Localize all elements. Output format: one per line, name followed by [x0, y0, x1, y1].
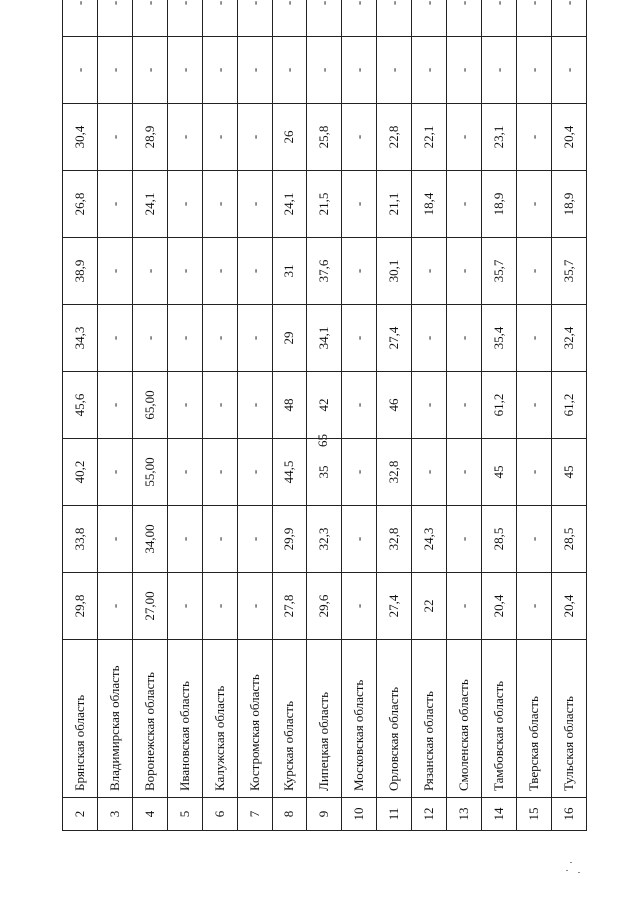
rotated-table-frame — [62, 0, 587, 831]
value-cell: - — [167, 171, 202, 238]
value-cell: - — [167, 104, 202, 171]
value-cell: - — [97, 104, 132, 171]
value-cell: - — [307, 0, 342, 37]
value-cell: - — [167, 506, 202, 573]
value-cell: 61,2 — [482, 372, 517, 439]
value-cell: 28,5 — [551, 506, 586, 573]
value-cell: 29 — [272, 305, 307, 372]
table-row — [307, 0, 342, 831]
value-cell: - — [63, 37, 98, 104]
value-cell: 32,4 — [551, 305, 586, 372]
value-cell: 48 — [272, 372, 307, 439]
row-number-cell: 6 — [202, 798, 237, 831]
value-cell: - — [97, 506, 132, 573]
value-cell: 38,9 — [63, 238, 98, 305]
value-cell: - — [342, 305, 377, 372]
value-cell: 34,1 — [307, 305, 342, 372]
value-cell: - — [167, 573, 202, 640]
value-cell: - — [97, 439, 132, 506]
value-cell: 34,00 — [132, 506, 167, 573]
value-cell: 27,4 — [377, 573, 412, 640]
value-cell: - — [167, 0, 202, 37]
value-cell: - — [516, 0, 551, 37]
value-cell: 40,2 — [63, 439, 98, 506]
table-row — [482, 0, 517, 831]
value-cell: 61,2 — [551, 372, 586, 439]
value-cell: - — [167, 238, 202, 305]
value-cell: - — [307, 37, 342, 104]
value-cell: 32,8 — [377, 506, 412, 573]
value-cell: - — [132, 0, 167, 37]
value-cell: - — [412, 305, 447, 372]
value-cell: 20,4 — [482, 573, 517, 640]
value-cell: - — [202, 506, 237, 573]
scan-speck — [570, 862, 572, 863]
value-cell: 21,5 — [307, 171, 342, 238]
row-number-cell: 13 — [447, 798, 482, 831]
table-row — [447, 0, 482, 831]
value-cell: 29,9 — [272, 506, 307, 573]
value-cell: 55,00 — [132, 439, 167, 506]
region-name-cell: Костромская область — [237, 640, 272, 798]
value-cell: 24,1 — [132, 171, 167, 238]
table-row — [97, 0, 132, 831]
value-cell: 28,5 — [482, 506, 517, 573]
value-cell: 20,4 — [551, 573, 586, 640]
value-cell: - — [447, 305, 482, 372]
value-cell: - — [237, 37, 272, 104]
value-cell: - — [237, 238, 272, 305]
value-cell: - — [447, 171, 482, 238]
value-cell: 20,4 — [551, 104, 586, 171]
value-cell: 27,8 — [272, 573, 307, 640]
region-name-cell: Орловская область — [377, 640, 412, 798]
table-row — [132, 0, 167, 831]
value-cell: - — [272, 37, 307, 104]
value-cell: - — [237, 0, 272, 37]
value-cell: 30,1 — [377, 238, 412, 305]
value-cell: - — [342, 238, 377, 305]
table-row — [202, 0, 237, 831]
row-number-cell: 16 — [551, 798, 586, 831]
region-name-cell: Рязанская область — [412, 640, 447, 798]
value-cell: - — [412, 372, 447, 439]
value-cell: - — [342, 439, 377, 506]
row-number-cell: 2 — [63, 798, 98, 831]
row-number-cell: 15 — [516, 798, 551, 831]
table-row — [272, 0, 307, 831]
value-cell: - — [97, 0, 132, 37]
value-cell: - — [237, 305, 272, 372]
region-name-cell: Московская область — [342, 640, 377, 798]
value-cell: - — [516, 506, 551, 573]
table-row — [516, 0, 551, 831]
value-cell: 30,4 — [63, 104, 98, 171]
value-cell: - — [202, 439, 237, 506]
table-row — [551, 0, 586, 831]
region-name-cell: Тамбовская область — [482, 640, 517, 798]
value-cell: 22,1 — [412, 104, 447, 171]
row-number-cell: 11 — [377, 798, 412, 831]
value-cell: 45 — [482, 439, 517, 506]
value-cell: - — [447, 573, 482, 640]
value-cell: - — [237, 439, 272, 506]
value-cell: - — [412, 439, 447, 506]
value-cell: - — [167, 372, 202, 439]
value-cell: - — [97, 305, 132, 372]
value-cell: 29,8 — [63, 573, 98, 640]
value-cell: - — [202, 171, 237, 238]
value-cell: - — [447, 37, 482, 104]
value-cell: 26,8 — [63, 171, 98, 238]
row-number-cell: 10 — [342, 798, 377, 831]
scan-speck — [578, 872, 580, 873]
table-row — [377, 0, 412, 831]
value-cell: - — [447, 372, 482, 439]
value-cell: - — [516, 238, 551, 305]
value-cell: - — [202, 573, 237, 640]
table-row — [342, 0, 377, 831]
value-cell: - — [342, 573, 377, 640]
row-number-cell: 9 — [307, 798, 342, 831]
row-number-cell: 4 — [132, 798, 167, 831]
value-cell: - — [551, 37, 586, 104]
value-cell: - — [132, 37, 167, 104]
value-cell: - — [237, 104, 272, 171]
value-cell: - — [412, 37, 447, 104]
value-cell: - — [447, 0, 482, 37]
value-cell: - — [447, 439, 482, 506]
value-cell: - — [516, 573, 551, 640]
value-cell: - — [412, 238, 447, 305]
row-number-cell: 14 — [482, 798, 517, 831]
value-cell: 45 — [551, 439, 586, 506]
value-cell: 65,00 — [132, 372, 167, 439]
region-name-cell: Тверская область — [516, 640, 551, 798]
value-cell: - — [516, 104, 551, 171]
value-cell: 26 — [272, 104, 307, 171]
value-cell: - — [202, 0, 237, 37]
value-cell: 24,1 — [272, 171, 307, 238]
page-number: 65 — [315, 434, 330, 447]
value-cell: 21,1 — [377, 171, 412, 238]
value-cell: - — [447, 506, 482, 573]
value-cell: - — [551, 0, 586, 37]
value-cell: - — [237, 506, 272, 573]
value-cell: 18,4 — [412, 171, 447, 238]
value-cell: - — [342, 104, 377, 171]
value-cell: 37,6 — [307, 238, 342, 305]
region-name-cell: Калужская область — [202, 640, 237, 798]
value-cell: 18,9 — [482, 171, 517, 238]
value-cell: - — [377, 37, 412, 104]
value-cell: - — [167, 37, 202, 104]
value-cell: - — [342, 0, 377, 37]
value-cell: - — [272, 0, 307, 37]
row-number-cell: 7 — [237, 798, 272, 831]
region-name-cell: Курская область — [272, 640, 307, 798]
table-row — [63, 0, 98, 831]
value-cell: - — [342, 37, 377, 104]
value-cell: 35,7 — [482, 238, 517, 305]
value-cell: 46 — [377, 372, 412, 439]
value-cell: - — [516, 439, 551, 506]
value-cell: 35,7 — [551, 238, 586, 305]
scan-speck — [566, 870, 568, 871]
value-cell: - — [97, 238, 132, 305]
region-name-cell: Ивановская область — [167, 640, 202, 798]
value-cell: - — [97, 573, 132, 640]
region-name-cell: Владимирская область — [97, 640, 132, 798]
value-cell: - — [237, 171, 272, 238]
value-cell: 35 — [307, 439, 342, 506]
region-name-cell: Смоленская область — [447, 640, 482, 798]
value-cell: - — [447, 104, 482, 171]
region-name-cell: Воронежская область — [132, 640, 167, 798]
value-cell: - — [482, 0, 517, 37]
table-row — [167, 0, 202, 831]
value-cell: - — [97, 372, 132, 439]
value-cell: 29,6 — [307, 573, 342, 640]
value-cell: - — [202, 37, 237, 104]
value-cell: 28,9 — [132, 104, 167, 171]
value-cell: - — [237, 573, 272, 640]
table-row — [237, 0, 272, 831]
value-cell: - — [447, 238, 482, 305]
value-cell: - — [237, 372, 272, 439]
value-cell: 32,8 — [377, 439, 412, 506]
table-row — [412, 0, 447, 831]
row-number-cell: 3 — [97, 798, 132, 831]
value-cell: 31 — [272, 238, 307, 305]
value-cell: - — [132, 305, 167, 372]
value-cell: - — [202, 305, 237, 372]
value-cell: 27,00 — [132, 573, 167, 640]
value-cell: - — [377, 0, 412, 37]
value-cell: - — [516, 37, 551, 104]
value-cell: - — [97, 171, 132, 238]
value-cell: - — [516, 171, 551, 238]
value-cell: 25,8 — [307, 104, 342, 171]
value-cell: - — [412, 0, 447, 37]
value-cell: - — [516, 372, 551, 439]
row-number-cell: 12 — [412, 798, 447, 831]
value-cell: - — [342, 372, 377, 439]
value-cell: - — [63, 0, 98, 37]
value-cell: 27,4 — [377, 305, 412, 372]
value-cell: 35,4 — [482, 305, 517, 372]
region-name-cell: Липецкая область — [307, 640, 342, 798]
value-cell: - — [132, 238, 167, 305]
value-cell: 34,3 — [63, 305, 98, 372]
value-cell: - — [167, 439, 202, 506]
value-cell: 23,1 — [482, 104, 517, 171]
value-cell: - — [202, 372, 237, 439]
value-cell: - — [342, 506, 377, 573]
regions-price-table — [62, 0, 587, 831]
table-container — [62, 0, 587, 831]
value-cell: 18,9 — [551, 171, 586, 238]
row-number-cell: 5 — [167, 798, 202, 831]
row-number-cell: 8 — [272, 798, 307, 831]
value-cell: 33,8 — [63, 506, 98, 573]
value-cell: - — [202, 238, 237, 305]
value-cell: - — [342, 171, 377, 238]
region-name-cell: Тульская область — [551, 640, 586, 798]
value-cell: - — [202, 104, 237, 171]
value-cell: 22 — [412, 573, 447, 640]
value-cell: 45,6 — [63, 372, 98, 439]
value-cell: 42 — [307, 372, 342, 439]
value-cell: 32,3 — [307, 506, 342, 573]
value-cell: - — [97, 37, 132, 104]
value-cell: 24,3 — [412, 506, 447, 573]
region-name-cell: Брянская область — [63, 640, 98, 798]
value-cell: - — [167, 305, 202, 372]
value-cell: 22,8 — [377, 104, 412, 171]
value-cell: - — [516, 305, 551, 372]
value-cell: - — [482, 37, 517, 104]
value-cell: 44,5 — [272, 439, 307, 506]
table-body — [63, 0, 587, 831]
